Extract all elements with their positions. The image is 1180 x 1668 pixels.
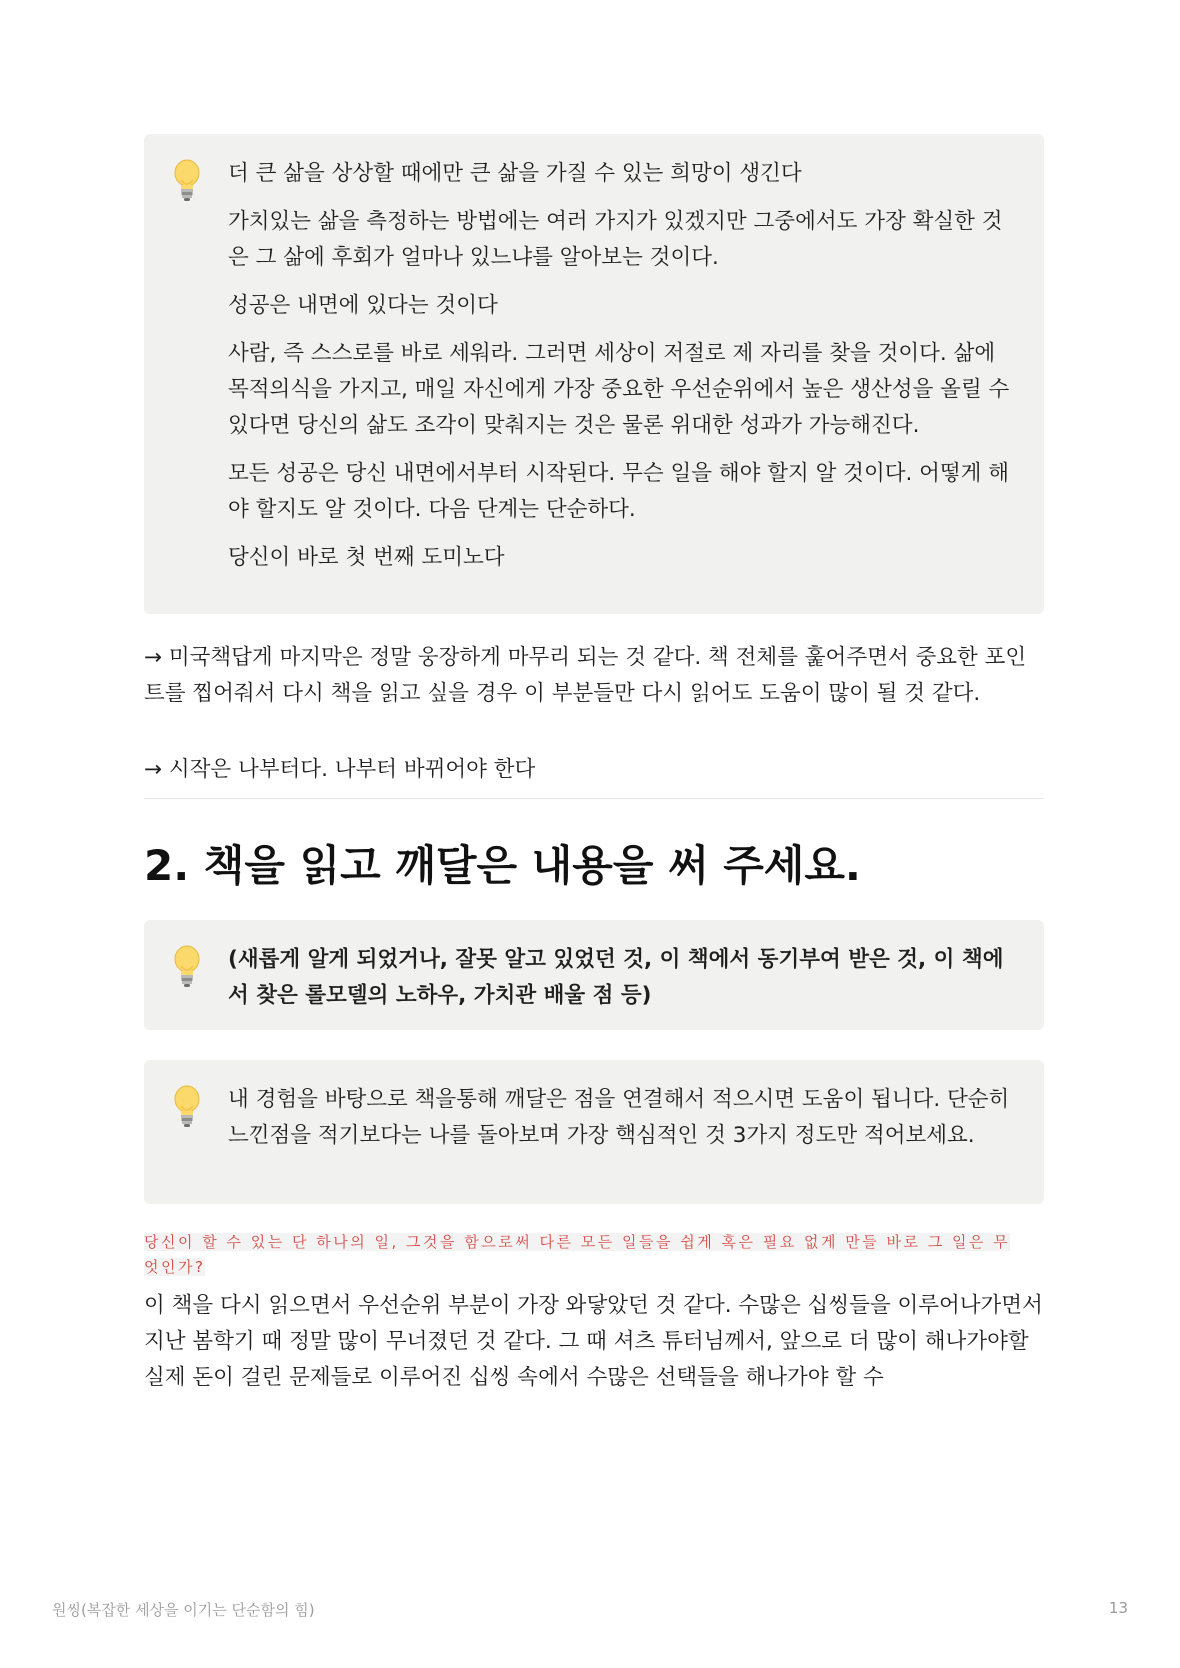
callout-line: 당신이 바로 첫 번째 도미노다: [228, 545, 505, 570]
callout-line: 가치있는 삶을 측정하는 방법에는 여러 가지가 있겠지만 그중에서도 가장 확실한 것은 그 삶에 후회가 얼마나 있느냐를 알아보는 것이다.: [228, 209, 1003, 270]
callout-line: 성공은 내면에 있다는 것이다: [228, 293, 498, 318]
quote-callout: [144, 134, 1044, 614]
callout-line: 더 큰 삶을 상상할 때에만 큰 삶을 가질 수 있는 희망이 생긴다: [228, 161, 802, 186]
reflection-paragraph: → 시작은 나부터다. 나부터 바뀌어야 한다: [144, 757, 536, 782]
reflection-paragraph: → 미국책답게 마지막은 정말 웅장하게 마무리 되는 것 같다. 책 전체를 훑어주면서 중요한 포인트를 찝어줘서 다시 책을 읽고 싶을 경우 이 부분들만 다시 읽어도 도움이 많이 될 것 같다.: [144, 645, 1027, 706]
lightbulb-icon: [172, 944, 202, 990]
lightbulb-icon: [172, 1084, 202, 1130]
divider: [144, 798, 1044, 799]
footer-book-title: 원씽(복잡한 세상을 이기는 단순함의 힘): [52, 1601, 315, 1619]
highlight-text: 당신이 할 수 있는 단 하나의 일, 그것을 함으로써 다른 모든 일들을 쉽게 혹은 필요 없게 만들 바로 그 일은 무엇인가?: [144, 1233, 1011, 1276]
guide-callout: [144, 1060, 1044, 1204]
page-number: 13: [1108, 1599, 1128, 1617]
callout-line: 사람, 즉 스스로를 바로 세워라. 그러면 세상이 저절로 제 자리를 찾을 것이다. 삶에 목적의식을 가지고, 매일 자신에게 가장 중요한 우선순위에서 높은 생산성을 올릴 수 있다면 당신의 삶도 조각이 맞춰지는 것은 물론 위대한 성과가 가능해진다.: [228, 341, 1010, 438]
lightbulb-icon: [172, 158, 202, 204]
callout-line: 모든 성공은 당신 내면에서부터 시작된다. 무슨 일을 해야 할지 알 것이다. 어떻게 해야 할지도 알 것이다. 다음 단계는 단순하다.: [228, 461, 1010, 522]
callout-text: (새롭게 알게 되었거나, 잘못 알고 있었던 것, 이 책에서 동기부여 받은 것, 이 책에서 찾은 롤모델의 노하우, 가치관 배울 점 등): [228, 947, 1004, 1008]
body-paragraph: 이 책을 다시 읽으면서 우선순위 부분이 가장 와닿았던 것 같다. 수많은 십씽들을 이루어나가면서 지난 봄학기 때 정말 많이 무너졌던 것 같다. 그 때 셔츠 튜터님께서, 앞으로 더 많이 해나가야할 실제 돈이 걸린 문제들로 이루어진 십씽 속에서 수많은 선택들을 해나가야 할 수: [144, 1293, 1043, 1390]
section-heading: 2. 책을 읽고 깨달은 내용을 써 주세요.: [144, 841, 861, 890]
callout-text: 내 경험을 바탕으로 책을통해 깨달은 점을 연결해서 적으시면 도움이 됩니다. 단순히 느낀점을 적기보다는 나를 돌아보며 가장 핵심적인 것 3가지 정도만 적어보세요.: [228, 1087, 1010, 1148]
prompt-callout: [144, 920, 1044, 1030]
highlighted-question: [144, 1230, 1018, 1280]
